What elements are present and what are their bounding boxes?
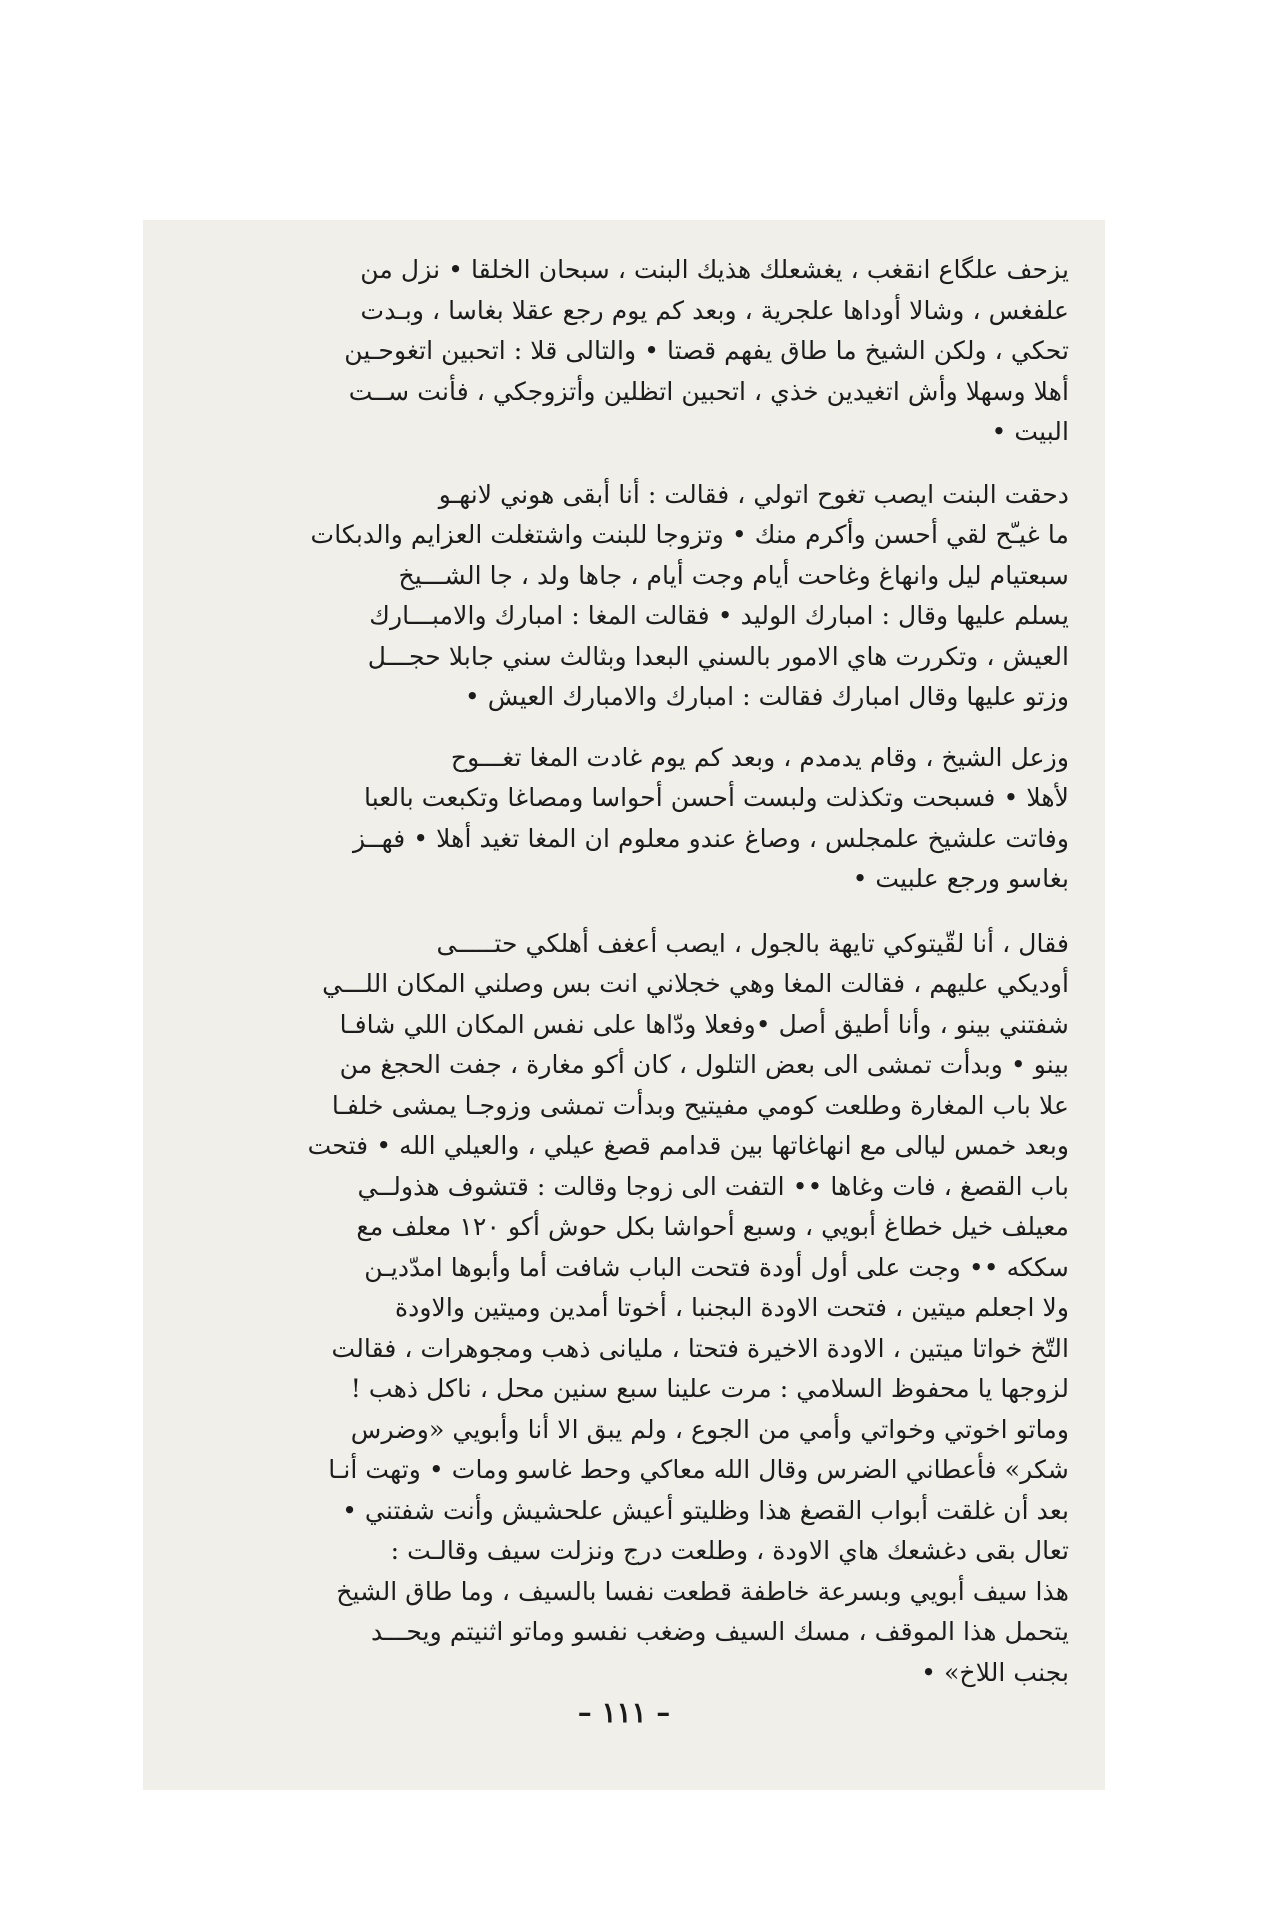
text-line: يزحف علگاع انقغب ، يغشعلك هذيك البنت ، سبحان الخلقا • نزل من (360, 255, 1069, 284)
text-line: ولا اجعلم ميتين ، فتحت الاودة البجنبا ، أخوتا أمدين وميتين والاودة (394, 1293, 1069, 1322)
text-line: يتحمل هذا الموقف ، مسك السيف وضغب نفسو وماتو اثنيتم ويحـــد (371, 1617, 1069, 1646)
text-line: بغاسو ورجع علبيت • (852, 864, 1069, 893)
text-line: التّخ خواتا ميتين ، الاودة الاخيرة فتحتا ، مليانى ذهب ومجوهرات ، فقالت (331, 1333, 1069, 1363)
paragraph-2 (213, 475, 1069, 718)
text-line: بينو • وبدأت تمشى الى بعض التلول ، كان أكو مغارة ، جفت الحجغ من (339, 1050, 1069, 1079)
text-line: شفتني بينو ، وأنا أطيق أصل •وفعلا ودّاها على نفس المكان اللي شافـا (339, 1009, 1069, 1039)
text-line: سبعتيام ليل وانهاغ وغاحت أيام وجت أيام ، جاها ولد ، جا الشـــيخ (398, 560, 1069, 590)
text-line: أهلا وسهلا وأش اتغيدين خذي ، اتحبين اتظلين وأتزوجكي ، فأنت ســت (348, 376, 1069, 406)
text-line: تعال بقى دغشعك هاي الاودة ، وطلعت درج ونزلت سيف وقالـت : (390, 1536, 1069, 1565)
text-line: بجنب اللاخ» • (921, 1657, 1069, 1687)
text-line: هذا سيف أبويي وبسرعة خاطفة قطعت نفسا بالسيف ، وما طاق الشيخ (336, 1576, 1069, 1606)
text-line: دحقت البنت ايصب تغوح اتولي ، فقالت : أنا أبقى هوني لانهـو (438, 479, 1069, 509)
text-line: ما غيـّح لقي أحسن وأكرم منك • وتزوجا للبنت واشتغلت العزايم والدبكات (310, 520, 1069, 549)
text-line: بعد أن غلقت أبواب القصغ هذا وظليتو أعيش علحشيش وأنت شفتني • (342, 1495, 1069, 1525)
text-line: سككه •• وجت على أول أودة فتحت الباب شافت أما وأبوها امدّديـن (364, 1252, 1069, 1282)
text-line: معيلف خيل خطاغ أبويي ، وسبع أحواشا بكل حوش أكو ١٢٠ معلف مع (356, 1212, 1069, 1241)
text-line: العيش ، وتكررت هاي الامور بالسني البعدا وبثالث سني جابلا حجـــل (367, 641, 1069, 671)
paragraph-3 (213, 738, 1069, 900)
text-line: أوديكي عليهم ، فقالت المغا وهي خجلاني انت بس وصلني المكان اللـــي (322, 969, 1069, 998)
paragraph-4 (213, 924, 1069, 1694)
text-line: وزتو عليها وقال امبارك فقالت : امبارك والامبارك العيش • (464, 682, 1069, 711)
text-line: تحكي ، ولكن الشيخ ما طاق يفهم قصتا • والتالى قلا : اتحبين اتغوحـين (344, 336, 1069, 365)
text-line: فقال ، أنا لقّيتوكي تايهة بالجول ، ايصب أعغف أهلكي حتـــــى (436, 928, 1069, 958)
text-line: باب القصغ ، فات وغاها •• التفت الى زوجا وقالت : قتشوف هذولــي (357, 1171, 1069, 1201)
body-text (213, 250, 1069, 1693)
text-line: لأهلا • فسبحت وتكذلت ولبست أحسن أحواسا ومصاغا وتكبعت بالعبا (364, 783, 1069, 812)
text-line: وفاتت علشيخ علمجلس ، وصاغ عندو معلوم ان المغا تغيد أهلا • فهــز (352, 823, 1069, 853)
text-line: يسلم عليها وقال : امبارك الوليد • فقالت المغا : امبارك والامبـــارك (369, 601, 1069, 630)
paragraph-1 (213, 250, 1069, 453)
book-page (143, 220, 1105, 1790)
page-number: – ١١١ – (577, 1696, 671, 1729)
text-line: شكر» فأعطاني الضرس وقال الله معاكي وحط غاسو ومات • وتهت أنـا (328, 1455, 1069, 1484)
text-line: وماتو اخوتي وخواتي وأمي من الجوع ، ولم يبق الا أنا وأبويي «وضرس (350, 1414, 1069, 1444)
text-line: وزعل الشيخ ، وقام يدمدم ، وبعد كم يوم غادت المغا تغـــوح (450, 742, 1069, 772)
text-line: لزوجها يا محفوظ السلامي : مرت علينا سبع سنين محل ، ناكل ذهب ! (350, 1374, 1069, 1403)
text-line: علفغس ، وشالا أوداها علجرية ، وبعد كم يوم رجع عقلا بغاسا ، وبـدت (360, 295, 1069, 325)
text-line: وبعد خمس ليالى مع انهاغاتها بين قدامم قصغ عيلي ، والعيلي الله • فتحت (307, 1131, 1069, 1160)
text-line: علا باب المغارة وطلعت كومي مفيتيح وبدأت تمشى وزوجـا يمشى خلفـا (331, 1090, 1069, 1120)
text-line: البيت • (991, 417, 1069, 446)
